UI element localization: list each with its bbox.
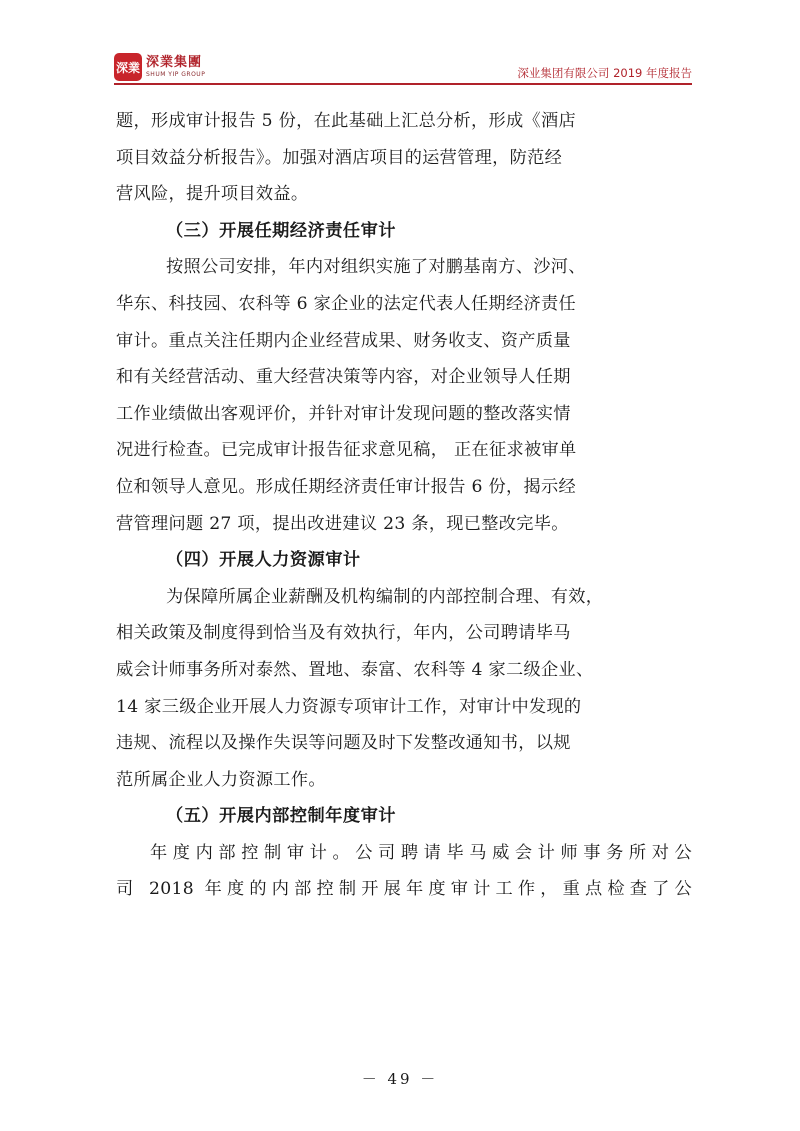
text-line: 位和领导人意见。形成任期经济责任审计报告 6 份，揭示经 — [116, 476, 576, 497]
logo-english-name: SHUM YIP GROUP — [146, 71, 206, 78]
text-line: 工作业绩做出客观评价，并针对审计发现问题的整改落实情 — [116, 403, 571, 424]
text-line: 威会计师事务所对泰然、置地、泰富、农科等 4 家二级企业、 — [116, 659, 594, 680]
header-divider — [114, 83, 692, 85]
company-logo — [114, 52, 205, 82]
text-line: 年度内部控制审计。公司聘请毕马威会计师事务所对公 — [150, 842, 692, 863]
text-line: 营风险，提升项目效益。 — [116, 184, 309, 205]
text-line: 范所属企业人力资源工作。 — [116, 769, 326, 790]
paragraph-1 — [116, 103, 692, 213]
text-line: 为保障所属企业薪酬及机构编制的内部控制合理、有效， — [166, 586, 604, 607]
logo-seal-icon: 深業 — [114, 53, 142, 81]
paragraph-2 — [116, 249, 692, 542]
text-line: 司 2018 年度的内部控制开展年度审计工作，重点检查了公 — [116, 879, 692, 900]
page-header — [114, 52, 692, 86]
paragraph-4 — [116, 835, 692, 908]
text-line: 况进行检查。已完成审计报告征求意见稿， 正在征求被审单 — [116, 440, 577, 461]
paragraph-3 — [116, 579, 692, 799]
section-heading-5: （五）开展内部控制年度审计 — [166, 806, 396, 827]
text-line: 按照公司安排，年内对组织实施了对鹏基南方、沙河、 — [166, 257, 586, 278]
report-title: 深业集团有限公司 2019 年度报告 — [517, 66, 692, 80]
section-heading-4: （四）开展人力资源审计 — [166, 550, 361, 571]
section-heading-3: （三）开展任期经济责任审计 — [166, 220, 396, 241]
page-number: － 49 － — [361, 1070, 439, 1088]
text-line: 违规、流程以及操作失误等问题及时下发整改通知书，以规 — [116, 733, 571, 754]
text-line: 题，形成审计报告 5 份，在此基础上汇总分析，形成《酒店 — [116, 111, 576, 131]
text-line: 华东、科技园、农科等 6 家企业的法定代表人任期经济责任 — [116, 293, 576, 314]
text-line: 和有关经营活动、重大经营决策等内容，对企业领导人任期 — [116, 367, 571, 388]
text-line: 项目效益分析报告》。加强对酒店项目的运营管理，防范经 — [116, 147, 563, 168]
text-line: 14 家三级企业开展人力资源专项审计工作，对审计中发现的 — [116, 696, 582, 717]
logo-chinese-name: 深業集團 — [146, 55, 203, 70]
text-line: 相关政策及制度得到恰当及有效执行，年内，公司聘请毕马 — [116, 623, 571, 644]
text-line: 审计。重点关注任期内企业经营成果、财务收支、资产质量 — [116, 330, 571, 351]
document-body — [116, 103, 692, 908]
text-line: 营管理问题 27 项，提出改进建议 23 条，现已整改完毕。 — [116, 513, 569, 534]
logo-wordmark — [146, 56, 205, 78]
